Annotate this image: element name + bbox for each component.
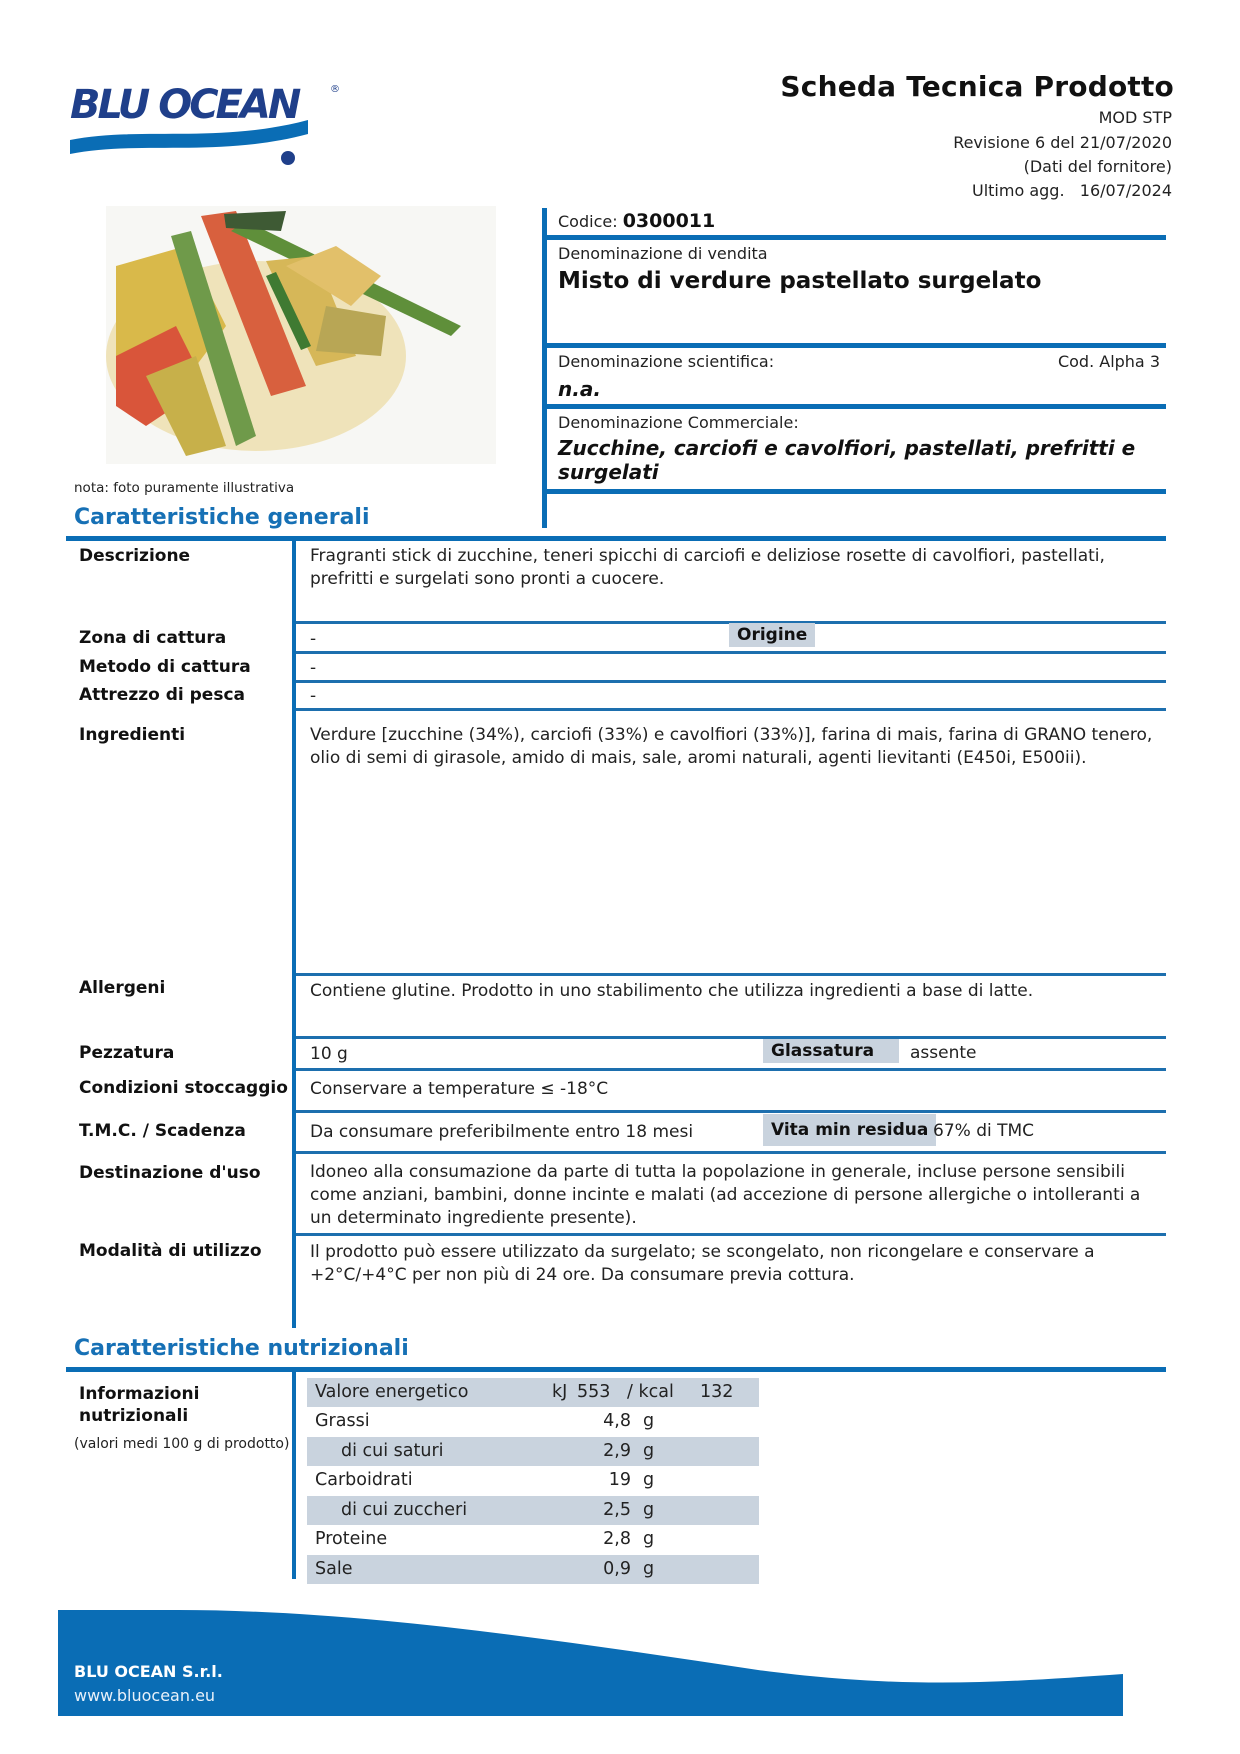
divider	[546, 404, 1166, 409]
nutrient-label: Sale	[315, 1558, 353, 1579]
label-metodo-cattura: Metodo di cattura	[79, 657, 251, 677]
energy-kj-value: 553	[577, 1382, 611, 1402]
section-title-nutrition: Caratteristiche nutrizionali	[74, 1336, 409, 1361]
nutrient-unit: g	[643, 1499, 655, 1520]
energy-label: Valore energetico	[315, 1382, 469, 1402]
glassatura-value: assente	[910, 1043, 977, 1063]
label-tmc: T.M.C. / Scadenza	[79, 1121, 246, 1141]
sales-name-label: Denominazione di vendita	[558, 244, 768, 263]
nutrient-label: di cui zuccheri	[341, 1499, 468, 1520]
nutrient-value: 0,9	[603, 1558, 631, 1579]
label-destinazione: Destinazione d'uso	[79, 1163, 261, 1183]
nutrition-row	[307, 1496, 759, 1525]
value-allergeni: Contiene glutine. Prodotto in uno stabilimento che utilizza ingredienti a base di latte.	[310, 981, 1034, 1001]
label-allergeni: Allergeni	[79, 978, 166, 998]
vita-residua-value: 67% di TMC	[933, 1121, 1035, 1141]
nutrition-row	[307, 1525, 759, 1554]
product-code	[558, 210, 715, 232]
vita-residua-label: Vita min residua	[763, 1114, 936, 1146]
footer-company: BLU OCEAN S.r.l.	[74, 1662, 223, 1681]
value-tmc: Da consumare preferibilmente entro 18 mesi	[310, 1122, 694, 1142]
footer-website-link[interactable]: www.bluocean.eu	[74, 1686, 216, 1705]
energy-kj-label: kJ	[552, 1382, 568, 1402]
value-descrizione: Fragranti stick di zucchine, teneri spicchi di carciofi e deliziose rosette di cavolfiori, pastellati, prefritti e surgelati sono pronti a cuocere.	[310, 546, 1105, 589]
label-pezzatura: Pezzatura	[79, 1043, 175, 1063]
nutrition-row	[307, 1437, 759, 1466]
nutrient-unit: g	[643, 1470, 655, 1490]
row-divider	[296, 708, 1166, 711]
label-zona-cattura: Zona di cattura	[79, 628, 227, 648]
product-code-label: Codice:	[558, 212, 618, 231]
nutrient-unit: g	[643, 1558, 655, 1579]
data-source: (Dati del fornitore)	[1023, 157, 1172, 176]
nutrient-value: 19	[608, 1470, 631, 1490]
form-code: MOD STP	[1098, 108, 1172, 127]
divider	[546, 343, 1166, 348]
nutrition-row-energy	[307, 1378, 759, 1407]
divider	[546, 489, 1166, 494]
glassatura-label: Glassatura	[763, 1039, 899, 1063]
column-separator	[292, 1371, 296, 1579]
commercial-name-value: Zucchine, carciofi e cavolfiori, pastellati, prefritti e surgelati	[558, 436, 1136, 484]
nutrient-unit: g	[643, 1440, 655, 1461]
label-modalita: Modalità di utilizzo	[79, 1241, 262, 1261]
commercial-name-label: Denominazione Commerciale:	[558, 413, 799, 432]
nutrient-value: 2,8	[603, 1529, 631, 1549]
logo-dot	[281, 151, 295, 165]
identity-vertical-bar	[542, 208, 547, 528]
column-separator	[292, 540, 296, 1328]
nutrient-value: 2,9	[603, 1440, 631, 1461]
last-update: Ultimo agg. 16/07/2024	[971, 181, 1172, 200]
section-rule	[66, 536, 1166, 541]
value-metodo-cattura: -	[310, 658, 317, 678]
registered-mark: ®	[330, 84, 340, 95]
row-divider	[296, 1068, 1166, 1071]
nutrient-label: Grassi	[315, 1411, 370, 1431]
value-destinazione: Idoneo alla consumazione da parte di tutta la popolazione in generale, incluse persone sensibili come anziani, bambini, donne incinte e malati (ad accezione di persone allergiche o intolleranti a un determinato ingrediente presente).	[310, 1162, 1141, 1228]
nutrition-row	[307, 1555, 759, 1584]
nutrient-unit: g	[643, 1411, 655, 1431]
value-pezzatura: 10 g	[310, 1044, 348, 1064]
nutrition-sublabel: (valori medi 100 g di prodotto)	[74, 1436, 290, 1452]
value-stoccaggio: Conservare a temperature ≤ -18°C	[310, 1079, 609, 1099]
blu-ocean-logo	[68, 78, 358, 168]
energy-kcal-label: / kcal	[627, 1382, 674, 1402]
nutrition-row	[307, 1466, 759, 1495]
row-divider	[296, 1110, 1166, 1113]
nutrient-label: Carboidrati	[315, 1470, 413, 1490]
nutrient-label: Proteine	[315, 1529, 388, 1549]
scientific-name-value: n.a.	[558, 377, 601, 401]
photo-note: nota: foto puramente illustrativa	[74, 480, 295, 496]
nutrient-unit: g	[643, 1529, 655, 1549]
section-rule	[66, 1367, 1166, 1372]
product-code-value: 0300011	[622, 210, 716, 232]
value-modalita: Il prodotto può essere utilizzato da surgelato; se scongelato, non ricongelare e conservare a +2°C/+4°C per non più di 24 ore. Da consumare previa cottura.	[310, 1242, 1095, 1285]
label-stoccaggio: Condizioni stoccaggio	[79, 1078, 288, 1098]
row-divider	[296, 1151, 1166, 1154]
row-divider	[296, 1233, 1166, 1236]
value-ingredienti: Verdure [zucchine (34%), carciofi (33%) e cavolfiori (33%)], farina di mais, farina di GRANO tenero, olio di semi di girasole, amido di mais, sale, aromi naturali, agenti lievitanti (E450i, E500ii).	[310, 725, 1153, 768]
energy-kcal-value: 132	[700, 1382, 734, 1402]
value-attrezzo-pesca: -	[310, 686, 317, 706]
label-descrizione: Descrizione	[79, 546, 191, 566]
label-attrezzo-pesca: Attrezzo di pesca	[79, 685, 245, 705]
label-ingredienti: Ingredienti	[79, 725, 186, 745]
document-title: Scheda Tecnica Prodotto	[780, 70, 1174, 103]
nutrition-label-line1: Informazioni	[79, 1384, 200, 1404]
origine-label: Origine	[729, 623, 815, 647]
row-divider	[296, 651, 1166, 654]
logo-wordmark: BLU OCEAN	[70, 82, 299, 128]
nutrient-value: 4,8	[603, 1411, 631, 1431]
product-photo	[106, 206, 496, 464]
nutrient-value: 2,5	[603, 1499, 631, 1520]
alpha3-label: Cod. Alpha 3	[1057, 352, 1160, 371]
section-title-general: Caratteristiche generali	[74, 505, 370, 530]
nutrition-label-line2: nutrizionali	[79, 1406, 189, 1426]
divider	[546, 235, 1166, 240]
scientific-name-label: Denominazione scientifica:	[558, 352, 775, 371]
row-divider	[296, 973, 1166, 976]
nutrition-row	[307, 1407, 759, 1436]
nutrient-label: di cui saturi	[341, 1440, 444, 1461]
row-divider	[296, 680, 1166, 683]
row-divider	[296, 1036, 1166, 1039]
sales-name-value: Misto di verdure pastellato surgelato	[558, 268, 1042, 294]
revision: Revisione 6 del 21/07/2020	[953, 133, 1172, 152]
value-zona-cattura: -	[310, 629, 317, 649]
